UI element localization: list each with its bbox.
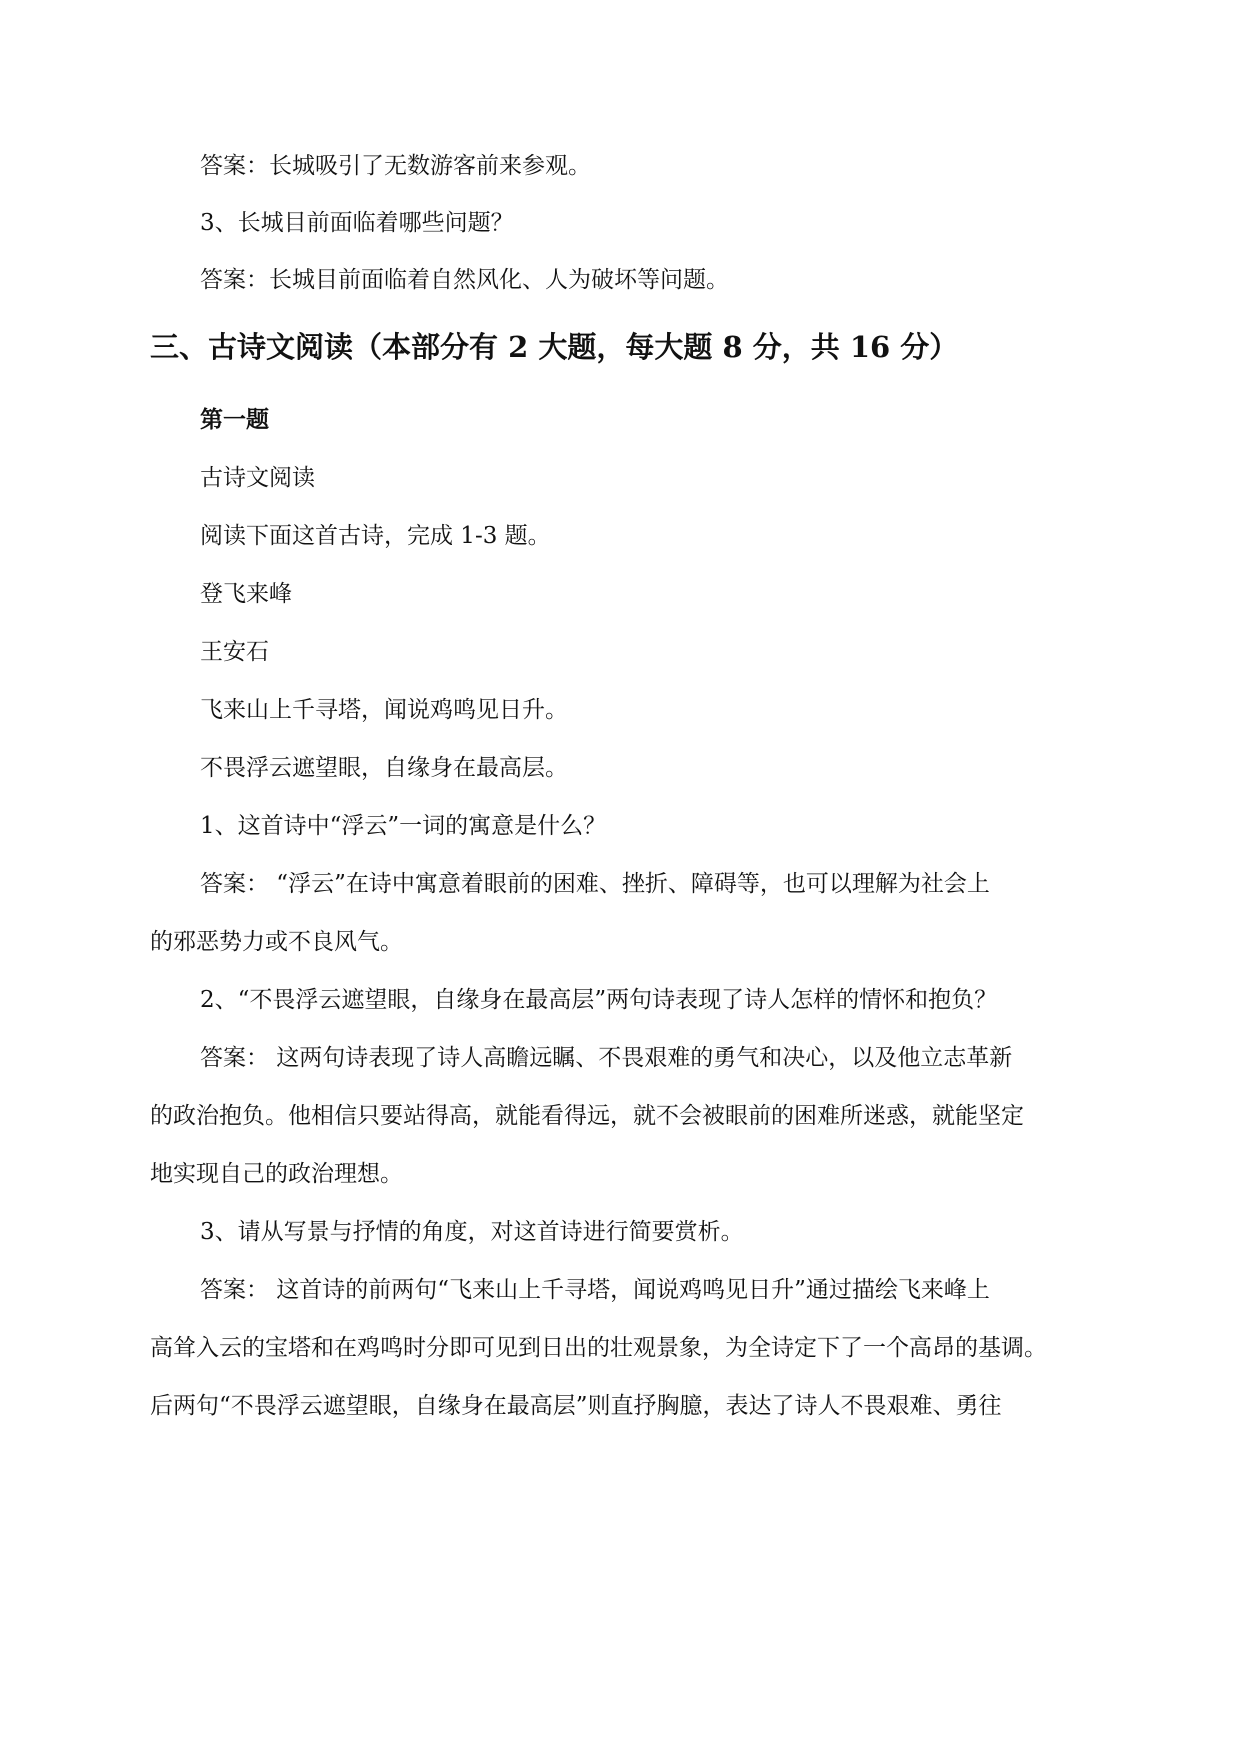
question-3: 3、请从写景与抒情的角度，对这首诗进行简要赏析。 xyxy=(200,1219,744,1245)
subheading-first-question: 第一题 xyxy=(200,406,269,433)
answer-3-line: 高耸入云的宝塔和在鸡鸣时分即可见到日出的壮观景象，为全诗定下了一个高昂的基调。 xyxy=(150,1335,1047,1361)
section-heading: 三、古诗文阅读（本部分有 2 大题，每大题 8 分，共 16 分） xyxy=(150,330,959,364)
answer-2-line: 地实现自己的政治理想。 xyxy=(150,1161,403,1187)
answer-1-line: 答案： “浮云”在诗中寓意着眼前的困难、挫折、障碍等，也可以理解为社会上 xyxy=(200,871,990,897)
answer-line: 答案：长城吸引了无数游客前来参观。 xyxy=(200,153,591,179)
question-1: 1、这首诗中“浮云”一词的寓意是什么？ xyxy=(200,813,607,839)
answer-2-line: 的政治抱负。他相信只要站得高，就能看得远，就不会被眼前的困难所迷惑，就能坚定 xyxy=(150,1103,1024,1129)
poem-author: 王安石 xyxy=(200,639,269,665)
poem-line: 飞来山上千寻塔，闻说鸡鸣见日升。 xyxy=(200,697,568,723)
poem-title: 登飞来峰 xyxy=(200,581,292,607)
question-2: 2、“不畏浮云遮望眼，自缘身在最高层”两句诗表现了诗人怎样的情怀和抱负？ xyxy=(200,987,998,1013)
instruction-line: 阅读下面这首古诗，完成 1-3 题。 xyxy=(200,523,551,549)
answer-line: 答案：长城目前面临着自然风化、人为破坏等问题。 xyxy=(200,267,729,293)
answer-2-line: 答案： 这两句诗表现了诗人高瞻远瞩、不畏艰难的勇气和决心，以及他立志革新 xyxy=(200,1045,1013,1071)
question-3-prev: 3、长城目前面临着哪些问题？ xyxy=(200,210,514,236)
answer-3-line: 后两句“不畏浮云遮望眼，自缘身在最高层”则直抒胸臆，表达了诗人不畏艰难、勇往 xyxy=(150,1393,1002,1419)
answer-3-line: 答案： 这首诗的前两句“飞来山上千寻塔，闻说鸡鸣见日升”通过描绘飞来峰上 xyxy=(200,1277,990,1303)
poem-line: 不畏浮云遮望眼，自缘身在最高层。 xyxy=(200,755,568,781)
answer-1-line: 的邪恶势力或不良风气。 xyxy=(150,929,403,955)
section-label: 古诗文阅读 xyxy=(200,465,315,491)
